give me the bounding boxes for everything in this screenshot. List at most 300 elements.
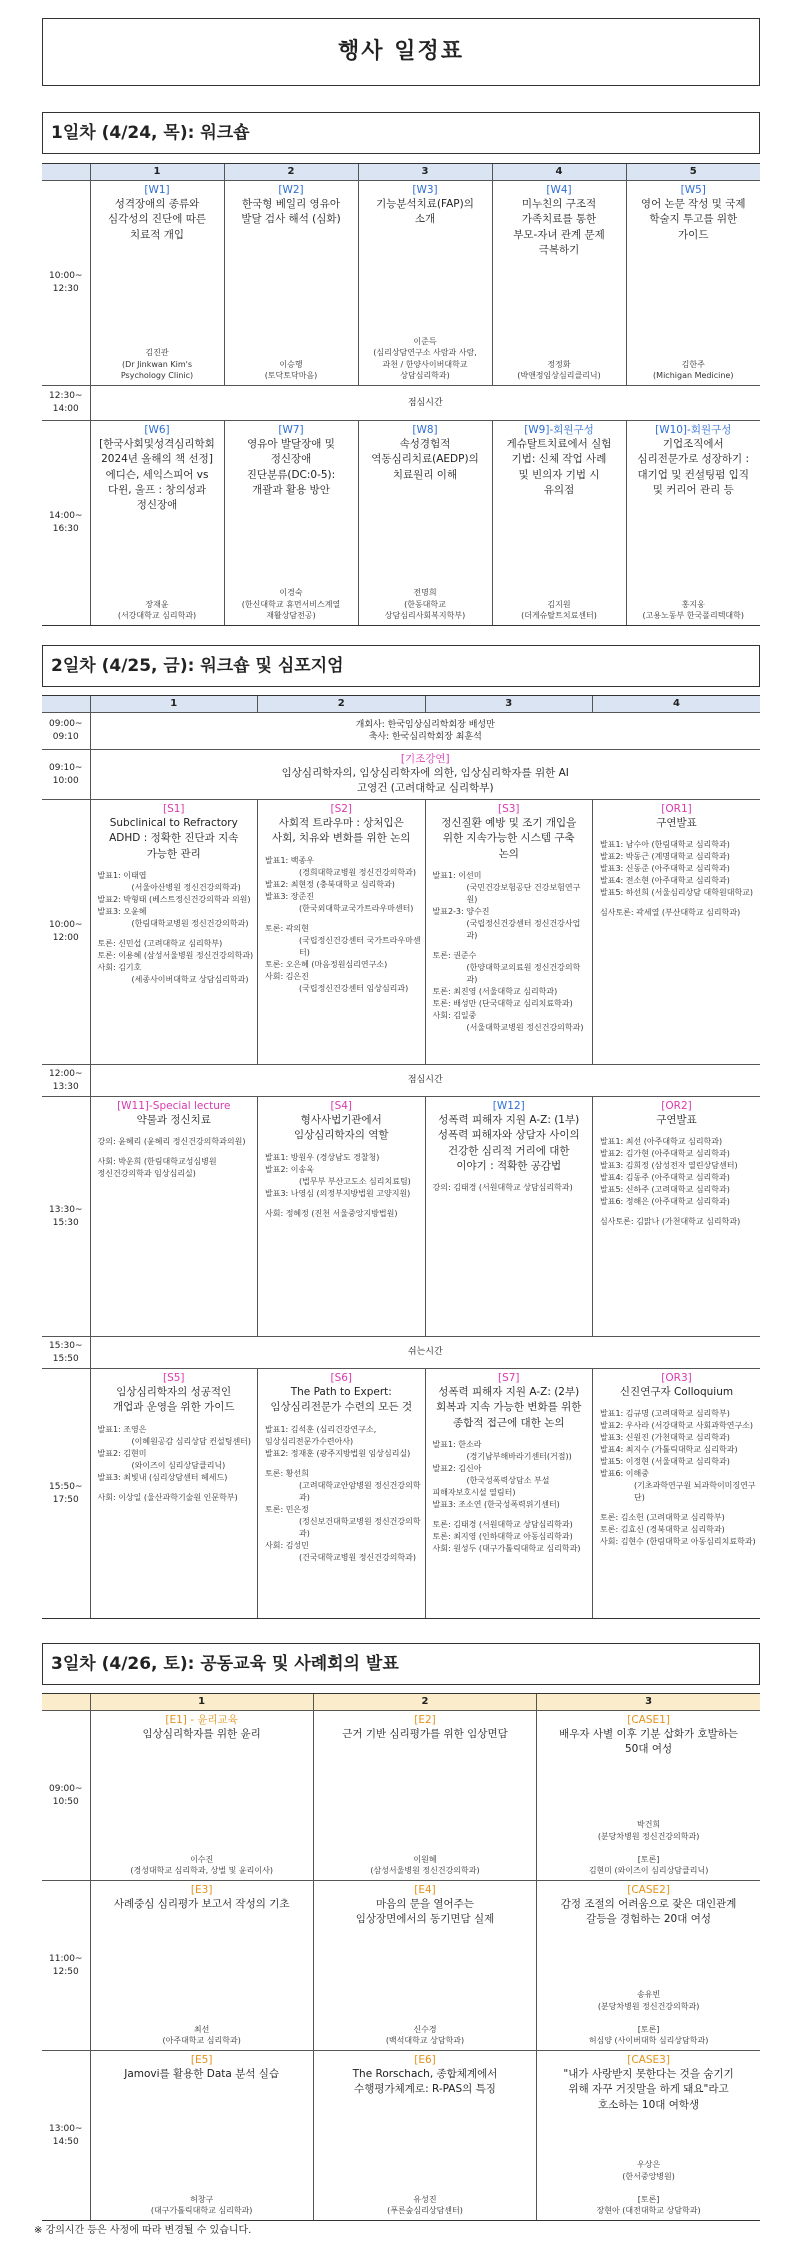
session-cell [90, 1369, 258, 1619]
session-content [540, 2053, 757, 2217]
session-content [496, 183, 623, 382]
session-code: [W10]-회원구성 [655, 424, 732, 436]
session-title: [한국사회및성격심리학회 2024년 올해의 책 선정] 에디슨, 세익스피어 vs 다윈, 울프 : 창의성과 정신장애 [99, 438, 215, 512]
list-line: (국민건강보험공단 건강보험연구원) [466, 882, 581, 904]
session-content [94, 183, 221, 382]
session-cell [425, 1369, 593, 1619]
session-title: 근거 기반 심리평가를 위한 임상면담 [342, 1728, 508, 1741]
session-code: [W6] [144, 424, 170, 436]
list-line: 발표1: 김규명 (고려대학교 심리학부) [600, 1409, 730, 1419]
list-line: 발표5: 신하주 (고려대학교 심리학과) [600, 1185, 730, 1195]
spacer [630, 243, 758, 353]
list-line: (한국성폭력상담소 부설 [466, 1475, 550, 1485]
time-cell: 10:00~ 12:00 [42, 800, 90, 1065]
lunch-row-label: 점심시간 [90, 1065, 760, 1097]
session-code: [S4] [330, 1100, 353, 1112]
list-line: 발표3: 신동준 (아주대학교 심리학과) [600, 864, 730, 874]
list-line: (한양대학교의료원 정신건강의학과) [466, 962, 581, 984]
session-title: 영어 논문 작성 및 국제 학술지 투고를 위한 가이드 [640, 198, 746, 241]
speaker-list [94, 1424, 255, 1504]
list-line: 발표1: 백종우 [265, 855, 314, 865]
session-row [42, 181, 760, 386]
spacer [317, 1742, 533, 1847]
speaker-list [94, 1136, 255, 1180]
list-line: 사회: 박운희 (한림대학교성심병원 [97, 1157, 217, 1167]
list-gap [600, 1504, 757, 1512]
session-cell [537, 1881, 760, 2051]
spacer [94, 1742, 310, 1847]
session-code: [OR2] [661, 1100, 692, 1112]
spacer [362, 483, 489, 581]
session-cell [258, 1097, 426, 1337]
session-cell [313, 1711, 536, 1881]
list-line: (경희대학교병원 정신건강의학과) [299, 867, 416, 877]
session-code: [CASE1] [627, 1714, 670, 1726]
column-number-2: 2 [224, 164, 358, 181]
keynote-title: 임상심리학자의, 임상심리학자에 의한, 임상심리학자를 위한 AI [281, 767, 569, 780]
spacer [540, 2113, 757, 2153]
session-cell [492, 181, 626, 386]
speaker: 송유빈 (분당차병원 정신건강의학과) [토론] 허심양 (사이버대학 심리상담학과) [588, 1990, 709, 2046]
session-cell [593, 1097, 761, 1337]
list-line: 토론: 김태경 (서원대학교 상담심리학과) [432, 1519, 573, 1529]
session-cell [258, 800, 426, 1065]
list-line: 발표4: 전소현 (아주대학교 심리학과) [600, 876, 730, 886]
session-code: [S1] [162, 803, 185, 815]
list-line: (국립정신건강센터 정신건강사업과) [466, 918, 581, 940]
session-cell [90, 2051, 313, 2221]
list-line: 발표4: 김동주 (아주대학교 심리학과) [600, 1173, 730, 1183]
session-code: [W5] [680, 184, 706, 196]
session-code: [E3] [190, 1884, 213, 1896]
session-title: 성격장애의 종류와 심각성의 진단에 따른 치료적 개입 [108, 198, 206, 241]
column-number-4: 4 [492, 164, 626, 181]
session-title: Subclinical to Refractory ADHD : 정확한 진단과 지속 가능한 관리 [109, 817, 239, 860]
session-cell [626, 181, 760, 386]
list-line: 토론: 최지영 (인하대학교 아동심리학과) [432, 1531, 573, 1541]
list-gap [600, 1208, 757, 1216]
list-line: 토론: 곽의현 [265, 923, 309, 933]
speaker-list [596, 839, 757, 919]
list-line: 사회: 정혜정 (진천 서울중앙지방법원) [265, 1208, 398, 1218]
list-line: 발표1: 방원우 (경상남도 경찰청) [265, 1152, 380, 1162]
day3-schedule-table [42, 1693, 760, 2221]
session-code: [S6] [330, 1372, 353, 1384]
day1-title: 1일차 (4/24, 목): 워크숍 [42, 112, 760, 154]
list-line: (고려대학교안암병원 정신건강의학과) [299, 1480, 421, 1502]
session-content [630, 183, 758, 382]
list-line: 심사토론: 곽세열 (부산대학교 심리학과) [600, 908, 741, 918]
time-cell: 13:00~ 14:50 [42, 2051, 90, 2221]
session-code: [W3] [412, 184, 438, 196]
session-row [42, 1881, 760, 2051]
session-title: 속성경험적 역동심리치료(AEDP)의 치료원리 이해 [371, 438, 479, 481]
list-line: (경기남부해바라기센터(거점)) [466, 1451, 572, 1461]
session-content [317, 2053, 533, 2217]
day2-title: 2일차 (4/25, 금): 워크숍 및 심포지엄 [42, 645, 760, 687]
list-line: 발표2: 정재훈 (광주지방법원 임상심리실) [265, 1448, 411, 1458]
list-line: 발표3: 장준진 [265, 891, 314, 901]
list-line: 발표5: 하선희 (서울심리상담 대학원대학교) [600, 888, 754, 898]
spacer [228, 228, 355, 353]
speaker: 유성진 (푸른숲심리상담센터) [387, 2194, 463, 2216]
list-line: 강의: 윤혜리 (윤혜리 정신건강의학과의원) [97, 1137, 246, 1147]
spacer [540, 1758, 757, 1813]
session-row [42, 1097, 760, 1337]
speaker-list [429, 1439, 590, 1555]
list-gap [600, 899, 757, 907]
list-line: 발표3: 신원진 (가천대학교 심리학과) [600, 1433, 730, 1443]
spacer [94, 243, 221, 341]
list-line: 토론: 신민섭 (고려대학교 심리학부) [97, 938, 223, 948]
session-title: 한국형 베일리 영유아 발달 검사 해석 (심화) [241, 198, 341, 226]
break-row [42, 1337, 760, 1369]
speaker-list [261, 1152, 422, 1220]
session-content [496, 423, 623, 622]
session-code: [S7] [497, 1372, 520, 1384]
session-cell [626, 421, 760, 626]
list-line: 사회: 원성두 (대구가톨릭대학교 심리학과) [432, 1543, 581, 1553]
list-line: 발표1: 조영은 [97, 1424, 147, 1434]
session-content [362, 423, 489, 622]
speaker-list [596, 1136, 757, 1228]
session-code: [E2] [414, 1714, 436, 1726]
spacer [496, 498, 623, 593]
session-code: [S2] [330, 803, 353, 815]
session-title: 임상심리학자를 위한 윤리 [142, 1728, 261, 1741]
session-content [228, 183, 355, 382]
footnote: ※ 강의시간 등은 사정에 따라 변경될 수 있습니다. [34, 2225, 252, 2236]
session-cell [90, 1097, 258, 1337]
spacer [94, 513, 221, 593]
session-title: 감정 조절의 어려움으로 잦은 대인관계 갈등을 경험하는 20대 여성 [560, 1898, 737, 1926]
list-line: 발표3: 김희정 (삼성전자 열린상담센터) [600, 1161, 738, 1171]
session-cell [224, 421, 358, 626]
session-cell [224, 181, 358, 386]
list-line: (와이즈이 심리상담클리닉) [131, 1460, 226, 1470]
session-content [362, 183, 489, 382]
session-code: [E4] [414, 1884, 436, 1896]
list-line: 발표2-3: 양수진 [432, 906, 490, 916]
spacer [317, 1928, 533, 2018]
session-cell [313, 2051, 536, 2221]
column-number-2: 2 [313, 1694, 536, 1711]
list-line: (세종사이버대학교 상담심리학과) [131, 974, 249, 984]
session-content [317, 1883, 533, 2047]
session-content [540, 1713, 757, 1877]
session-title: 사례중심 심리평가 보고서 작성의 기초 [113, 1898, 290, 1911]
column-number-1: 1 [90, 164, 224, 181]
keynote-cell [90, 750, 760, 800]
session-row [42, 1711, 760, 1881]
list-gap [433, 942, 590, 950]
list-line: 발표1: 이선미 [432, 870, 482, 880]
speaker: 김한주 (Michigan Medicine) [653, 359, 734, 381]
session-title: 구연발표 [656, 1114, 697, 1127]
session-title: 기업조직에서 심리전문가로 성장하기 : 대기업 및 컨설팅펌 입직 및 커리어 관리 등 [637, 438, 750, 496]
list-line: 발표3: 조소연 (한국성폭력위기센터) [432, 1499, 560, 1509]
page-title: 행사 일정표 [338, 39, 464, 65]
list-line: 발표3: 최빛내 (심리상담센터 헤세드) [97, 1472, 228, 1482]
list-line: 발표1: 최선 (아주대학교 심리학과) [600, 1137, 723, 1147]
session-cell [90, 800, 258, 1065]
list-line: 발표1: 남수아 (한림대학교 심리학과) [600, 840, 730, 850]
session-title: "내가 사랑받지 못한다는 것을 숨기기 위해 자꾸 거짓말을 하게 돼요"라고 호소하는 10대 여학생 [563, 2068, 734, 2111]
list-gap [265, 1460, 422, 1468]
list-line: (한림대학교병원 정신건강의학과) [131, 918, 249, 928]
break-row-label: 쉬는시간 [90, 1337, 760, 1369]
session-title: 성폭력 피해자 지원 A-Z: (1부) 성폭력 피해자와 상담자 사이의 건강한 심리적 거리에 대한 이야기 : 적확한 공감법 [437, 1114, 580, 1172]
list-line: 발표5: 이정현 (서울대학교 심리학과) [600, 1457, 730, 1467]
session-code: [CASE3] [627, 2054, 670, 2066]
header-row [42, 696, 760, 713]
list-line: 사회: 이상일 (울산과학기술원 인문학부) [97, 1492, 238, 1502]
session-row [42, 1369, 760, 1619]
header-row [42, 164, 760, 181]
time-cell: 15:30~ 15:50 [42, 1337, 90, 1369]
speaker: 정정화 (박앤정임상심리클리닉) [517, 359, 601, 381]
session-title: 기능분석치료(FAP)의 소개 [376, 198, 474, 226]
header-time-cell [42, 1694, 90, 1711]
speaker: 김지원 (더게슈탈트치료센터) [521, 599, 597, 621]
list-line: 토론: 황선희 [265, 1468, 309, 1478]
list-line: (정신보건대학교병원 정신건강의학과) [299, 1516, 421, 1538]
speaker-list [429, 870, 590, 1034]
list-line: 발표2: 김신아 [432, 1463, 482, 1473]
session-content [94, 423, 221, 622]
session-cell [358, 421, 492, 626]
session-title: Jamovi를 활용한 Data 분석 실습 [124, 2068, 280, 2081]
speaker: 최선 (아주대학교 심리학과) [162, 2024, 241, 2046]
session-code: [W7] [278, 424, 304, 436]
spacer [540, 1928, 757, 1983]
session-title: 배우자 사별 이후 기분 삽화가 호발하는 50대 여성 [559, 1728, 739, 1756]
header-row [42, 1694, 760, 1711]
column-number-1: 1 [90, 1694, 313, 1711]
time-cell: 14:00~ 16:30 [42, 421, 90, 626]
lunch-row-label: 점심시간 [90, 386, 760, 421]
session-title: 임상심리학자의 성공적인 개업과 운영을 위한 가이드 [112, 1386, 235, 1414]
session-title: 정신질환 예방 및 조기 개입을 위한 지속가능한 시스템 구축 논의 [441, 817, 577, 860]
speaker: 김진관 (Dr Jinkwan Kim's Psychology Clinic) [120, 348, 194, 381]
time-cell: 09:00~ 10:50 [42, 1711, 90, 1881]
list-line: (서울아산병원 정신건강의학과) [131, 882, 241, 892]
spacer [362, 228, 489, 330]
session-content [94, 1883, 310, 2047]
list-line: 발표4: 최지수 (가톨릭대학교 심리학과) [600, 1445, 738, 1455]
list-gap [265, 1200, 422, 1208]
speaker-list [596, 1408, 757, 1548]
speaker: 신수경 (백석대학교 상담학과) [385, 2024, 465, 2046]
list-line: 발표1: 이태엽 [97, 870, 147, 880]
list-line: 발표1: 김석훈 (심리건강연구소, [265, 1424, 377, 1434]
list-line: 강의: 김태경 (서원대학교 상담심리학과) [432, 1183, 573, 1193]
list-line: (국립정신건강센터 국가트라우마센터) [299, 935, 421, 957]
time-cell: 09:10~ 10:00 [42, 750, 90, 800]
list-gap [98, 930, 255, 938]
session-title: 영유아 발달장애 및 정신장애 진단분류(DC:0-5): 개괄과 활용 방안 [246, 438, 336, 496]
list-line: (서울대학교병원 정신건강의학과) [466, 1022, 584, 1032]
list-line: 토론: 최진영 (서울대학교 심리학과) [432, 986, 558, 996]
session-code: [OR3] [661, 1372, 692, 1384]
session-title: 형사사법기관에서 임상심리학자의 역할 [293, 1114, 389, 1142]
list-line: 토론: 민은정 [265, 1504, 309, 1514]
session-cell [425, 1097, 593, 1337]
speaker: 우상은 (한서중앙병원) [토론] 장현아 (대전대학교 상담학과) [596, 2160, 701, 2216]
list-line: 정신건강의학과 임상심리실) [97, 1169, 196, 1179]
day1-schedule-table [42, 163, 760, 626]
list-line: 발표3: 나영심 (의정부지방법원 고양지원) [265, 1188, 411, 1198]
speaker: 이승행 (토닥토닥마음) [264, 359, 318, 381]
session-title: 게슈탈트치료에서 실험 기법: 신체 작업 사례 및 빈의자 기법 시 유의점 [506, 438, 612, 496]
time-cell: 13:30~ 15:30 [42, 1097, 90, 1337]
list-line: 발표2: 김현미 [97, 1448, 147, 1458]
opening-text: 개회사: 한국임상심리학회장 배성만 축사: 한국심리학회장 최훈석 [90, 713, 760, 750]
lunch-row [42, 386, 760, 421]
spacer [94, 2082, 310, 2187]
list-line: (국립정신건강센터 임상심리과) [299, 983, 409, 993]
list-line: 발표2: 이송욱 [265, 1164, 314, 1174]
session-content [228, 423, 355, 622]
session-code: [W8] [412, 424, 438, 436]
session-cell [90, 1711, 313, 1881]
time-cell: 10:00~ 12:30 [42, 181, 90, 386]
list-line: 사회: 김성민 [265, 1540, 309, 1550]
session-content [630, 423, 758, 622]
keynote-speaker: 고영건 (고려대학교 심리학부) [356, 782, 494, 795]
day3-title: 3일차 (4/26, 토): 공동교육 및 사례회의 발표 [42, 1643, 760, 1685]
list-line: 토론: 이용혜 (삼성서울병원 정신건강의학과) [97, 950, 254, 960]
keynote-row [42, 750, 760, 800]
list-line: 토론: 김효신 (경북대학교 심리학과) [600, 1525, 725, 1535]
list-gap [98, 1484, 255, 1492]
session-cell [425, 800, 593, 1065]
session-title: 미누친의 구조적 가족치료를 통한 부모-자녀 관계 문제 극복하기 [513, 198, 605, 256]
time-cell: 11:00~ 12:50 [42, 1881, 90, 2051]
session-cell [258, 1369, 426, 1619]
session-title: 성폭력 피해자 지원 A-Z: (2부) 회복과 지속 가능한 변화를 위한 종합적 접근에 대한 논의 [436, 1386, 582, 1429]
session-row [42, 800, 760, 1065]
page-title-box [42, 18, 760, 86]
session-code: [CASE2] [627, 1884, 670, 1896]
time-cell: 12:00~ 13:30 [42, 1065, 90, 1097]
list-line: 발표6: 이해중 [600, 1469, 649, 1479]
session-cell [90, 421, 224, 626]
speaker-list [261, 855, 422, 995]
session-title: The Rorschach, 종합체계에서 수행평가체계로: R-PAS의 특징 [352, 2068, 498, 2096]
time-cell: 09:00~ 09:10 [42, 713, 90, 750]
list-line: (기초과학연구원 뇌과학이미징연구단) [634, 1481, 756, 1503]
session-content [94, 1713, 310, 1877]
header-time-cell [42, 164, 90, 181]
session-code: [W2] [278, 184, 304, 196]
time-cell: 15:50~ 17:50 [42, 1369, 90, 1619]
list-line: 발표2: 최현정 (충북대학교 심리학과) [265, 879, 395, 889]
session-content [94, 2053, 310, 2217]
session-cell [90, 1881, 313, 2051]
list-gap [265, 915, 422, 923]
lunch-row [42, 1065, 760, 1097]
list-line: 발표3: 오윤혜 [97, 906, 147, 916]
session-title: 신진연구자 Colloquium [619, 1386, 734, 1399]
list-line: 사회: 김일중 [432, 1010, 477, 1020]
list-line: 피해자보호시설 열림터) [432, 1487, 516, 1497]
session-code: [E1] - 윤리교육 [165, 1714, 238, 1726]
session-title: 마음의 문을 열어주는 임상장면에서의 동기면담 실제 [355, 1898, 495, 1926]
column-number-3: 3 [537, 1694, 760, 1711]
session-code: [W4] [546, 184, 572, 196]
list-line: 발표6: 정해은 (아주대학교 심리학과) [600, 1197, 730, 1207]
list-line: 사회: 김기호 [97, 962, 142, 972]
column-number-1: 1 [90, 696, 258, 713]
list-line: 발표2: 박형태 (베스트정신건강의학과 의원) [97, 894, 251, 904]
column-number-2: 2 [258, 696, 426, 713]
list-line: (건국대학교병원 정신건강의학과) [299, 1552, 416, 1562]
session-row [42, 421, 760, 626]
session-code: [OR1] [661, 803, 692, 815]
keynote-code: [기조강연] [400, 753, 450, 765]
session-code: [W11]-Special lecture [117, 1100, 231, 1112]
session-title: The Path to Expert: 임상심리전문가 수련의 모든 것 [270, 1386, 413, 1414]
session-cell [358, 181, 492, 386]
list-line: 토론: 김소헌 (고려대학교 심리학부) [600, 1513, 725, 1523]
list-line: (한국외대학교국가트라우마센터) [299, 903, 414, 913]
column-number-3: 3 [358, 164, 492, 181]
list-line: 임상심리전문가수련아사) [265, 1436, 354, 1446]
list-gap [98, 1148, 255, 1156]
list-line: 발표2: 우사라 (서강대학교 사회과학연구소) [600, 1421, 754, 1431]
session-cell [593, 1369, 761, 1619]
speaker-list [261, 1424, 422, 1564]
session-cell [90, 181, 224, 386]
session-code: [E6] [414, 2054, 436, 2066]
speaker: 이수진 (경성대학교 심리학과, 상벌 및 윤리이사) [130, 1854, 273, 1876]
session-code: [E5] [190, 2054, 213, 2066]
session-title: 구연발표 [656, 817, 697, 830]
session-content [540, 1883, 757, 2047]
speaker-list [429, 1182, 590, 1194]
session-cell [537, 2051, 760, 2221]
session-code: [W12] [492, 1100, 525, 1112]
session-cell [593, 800, 761, 1065]
column-number-4: 4 [593, 696, 761, 713]
list-line: 토론: 오은혜 (마음정원심리연구소) [265, 959, 388, 969]
time-cell: 12:30~ 14:00 [42, 386, 90, 421]
speaker: 이준득 (심리상담연구소 사람과 사람, 과천 / 한양사이버대학교 상담심리학과) [373, 336, 477, 381]
session-code: [S5] [162, 1372, 185, 1384]
session-code: [W9]-회원구성 [524, 424, 594, 436]
column-number-3: 3 [425, 696, 593, 713]
spacer [228, 498, 355, 581]
list-line: 발표2: 박동근 (계명대학교 심리학과) [600, 852, 730, 862]
speaker: 이원혜 (삼성서울병원 정신건강의학과) [370, 1854, 480, 1876]
session-code: [W1] [144, 184, 170, 196]
speaker: 장재윤 (서강대학교 심리학과) [117, 599, 197, 621]
speaker: 이경숙 (한신대학교 휴먼서비스계열 재활상담전공) [241, 588, 341, 621]
speaker: 허창구 (대구가톨릭대학교 심리학과) [150, 2194, 253, 2216]
list-line: 발표2: 김가현 (아주대학교 심리학과) [600, 1149, 730, 1159]
day2-schedule-table [42, 695, 760, 1619]
speaker-list [94, 870, 255, 986]
list-gap [433, 1511, 590, 1519]
session-cell [537, 1711, 760, 1881]
speaker: 전명희 (한동대학교 상담심리사회복지학부) [384, 588, 466, 621]
session-title: 약물과 정신치료 [136, 1114, 211, 1127]
session-content [317, 1713, 533, 1877]
session-code: [S3] [497, 803, 520, 815]
list-line: 심사토론: 김맑나 (가천대학교 심리학과) [600, 1217, 741, 1227]
spacer [630, 498, 758, 593]
